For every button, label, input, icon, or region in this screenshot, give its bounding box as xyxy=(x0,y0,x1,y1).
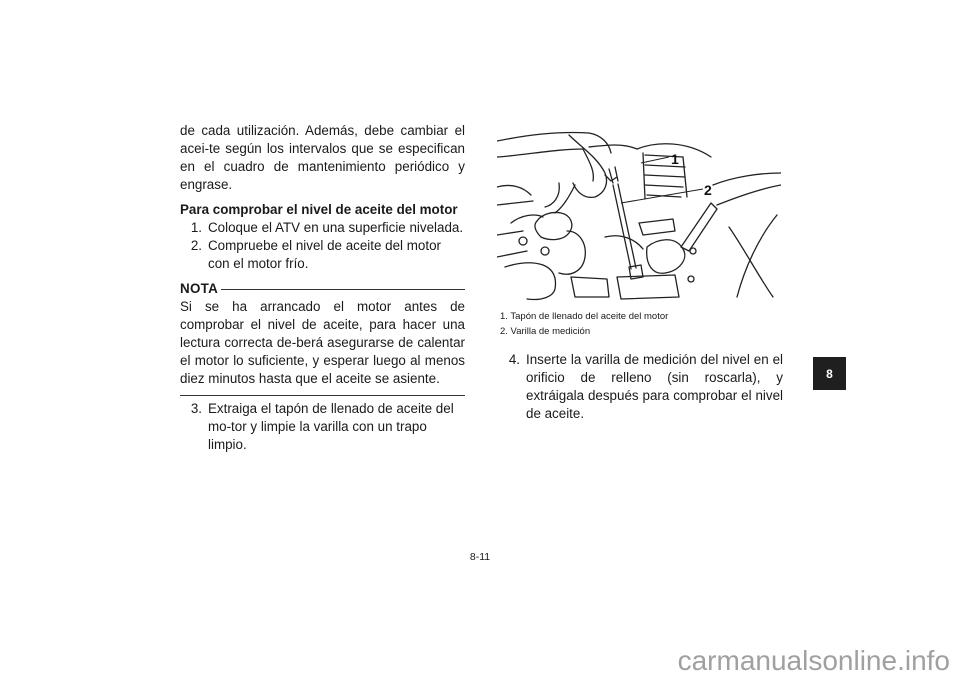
step-2 xyxy=(180,237,465,273)
step-number: 1. xyxy=(190,220,202,235)
engine-oil-dipstick-illustration xyxy=(497,127,781,301)
note-header xyxy=(180,280,465,298)
note-text: Si se ha arrancado el motor antes de comprobar el nivel de aceite, para hacer una lectura correcta de-berá asegurarse de calentar el motor lo suficiente, y esperar luego al menos diez minutos hasta que el aceite se asiente. xyxy=(180,299,465,386)
step-text: Coloque el ATV en una superficie nivelada. xyxy=(208,220,464,235)
callout-1: 1 xyxy=(671,151,679,167)
step-text: Extraiga el tapón de llenado de aceite del mo-tor y limpie la varilla con un trapo limpio. xyxy=(208,401,454,452)
caption-1: 1. Tapón de llenado del aceite del motor xyxy=(500,311,669,322)
figure-captions xyxy=(500,309,668,339)
note-rule xyxy=(218,289,465,290)
section-tab: 8 xyxy=(813,357,846,390)
step-text: Compruebe el nivel de aceite del motor con el motor frío. xyxy=(208,238,441,271)
note-end-rule xyxy=(180,395,465,396)
step-number: 3. xyxy=(190,401,202,416)
step-4 xyxy=(498,351,783,423)
page-number: 8-11 xyxy=(469,551,491,563)
step-3 xyxy=(180,400,465,454)
step-text: Inserte la varilla de medición del nivel en el orificio de relleno (sin roscarla), y extráigala después para comprobar el nivel de aceite. xyxy=(526,352,783,421)
step-number: 4. xyxy=(508,352,520,367)
step-number: 2. xyxy=(190,238,202,253)
watermark: carmanualsonline.info xyxy=(677,645,950,676)
section-heading: Para comprobar el nivel de aceite del motor xyxy=(180,202,458,217)
callout-2: 2 xyxy=(704,182,712,198)
step-1 xyxy=(180,219,465,237)
left-column xyxy=(180,122,465,454)
note-label: NOTA xyxy=(180,280,221,298)
leader-line-2 xyxy=(621,189,703,203)
caption-2: 2. Varilla de medición xyxy=(500,326,591,337)
leader-line-1 xyxy=(641,157,669,163)
intro-paragraph: de cada utilización. Además, debe cambiar el acei-te según los intervalos que se especifican en el cuadro de mantenimiento periódico y engrase. xyxy=(180,123,465,192)
